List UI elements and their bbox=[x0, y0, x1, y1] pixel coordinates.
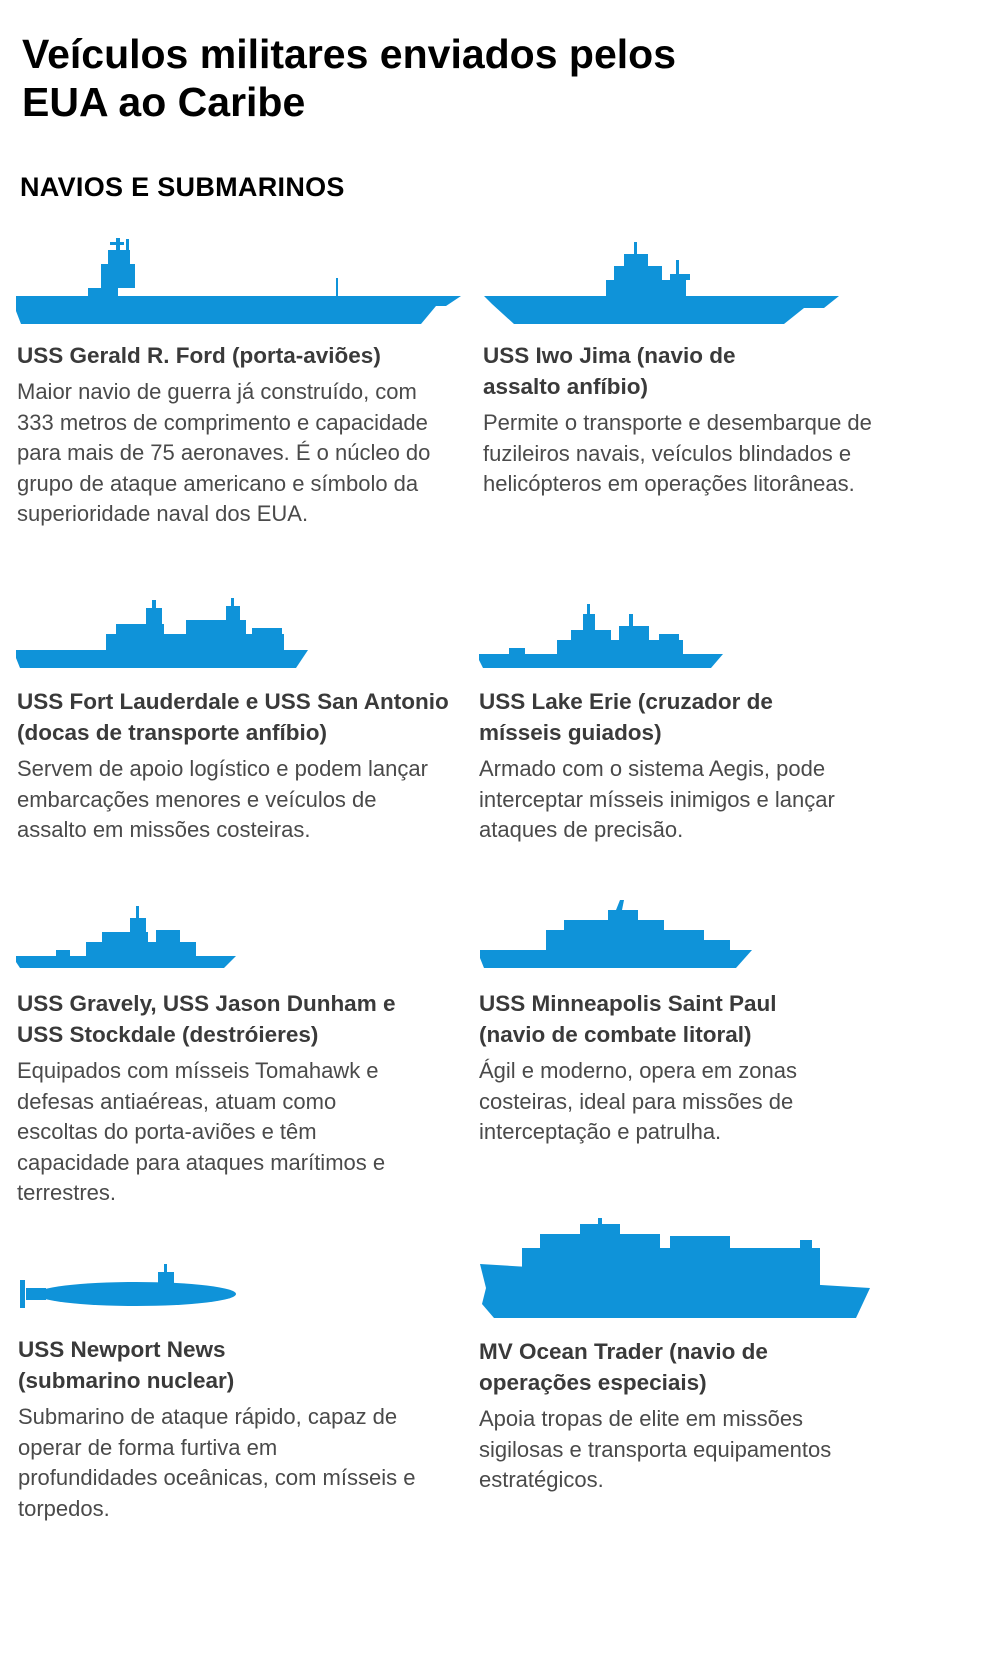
page-title: Veículos militares enviados pelos EUA ao Caribe bbox=[22, 31, 676, 125]
item-name: USS Iwo Jima (navio de assalto anfíbio) bbox=[483, 343, 736, 399]
list-item bbox=[479, 686, 919, 846]
item-description: Submarino de ataque rápido, capaz de operar de forma furtiva em profundidades oceânicas, com mísseis e torpedos. bbox=[18, 1404, 416, 1521]
transport-dock-icon bbox=[16, 598, 308, 670]
section-heading: NAVIOS E SUBMARINOS bbox=[20, 172, 345, 202]
item-description: Servem de apoio logístico e podem lançar embarcações menores e veículos de assalto em missões costeiras. bbox=[17, 756, 428, 842]
list-item bbox=[483, 340, 923, 500]
item-description: Ágil e moderno, opera em zonas costeiras, ideal para missões de interceptação e patrulha. bbox=[479, 1058, 797, 1144]
submarine-icon bbox=[18, 1258, 236, 1312]
list-item bbox=[479, 988, 919, 1148]
item-name: USS Minneapolis Saint Paul (navio de combate litoral) bbox=[479, 991, 777, 1047]
item-name: MV Ocean Trader (navio de operações especiais) bbox=[479, 1339, 768, 1395]
item-name: USS Lake Erie (cruzador de mísseis guiados) bbox=[479, 689, 773, 745]
list-item bbox=[17, 686, 477, 846]
list-item bbox=[17, 988, 477, 1209]
littoral-combat-ship-icon bbox=[480, 900, 752, 970]
list-item bbox=[18, 1334, 478, 1524]
item-name: USS Gravely, USS Jason Dunham e USS Stockdale (destróieres) bbox=[17, 991, 396, 1047]
aircraft-carrier-icon bbox=[16, 236, 466, 328]
list-item bbox=[479, 1336, 919, 1496]
item-name: USS Gerald R. Ford (porta-aviões) bbox=[17, 343, 381, 368]
special-operations-ship-icon bbox=[480, 1218, 870, 1320]
destroyer-icon bbox=[16, 906, 236, 972]
item-name: USS Newport News (submarino nuclear) bbox=[18, 1337, 235, 1393]
item-description: Permite o transporte e desembarque de fuzileiros navais, veículos blindados e helicópteros em operações litorâneas. bbox=[483, 410, 872, 496]
item-description: Apoia tropas de elite em missões sigilosas e transporta equipamentos estratégicos. bbox=[479, 1406, 832, 1492]
item-name: USS Fort Lauderdale e USS San Antonio (docas de transporte anfíbio) bbox=[17, 689, 449, 745]
cruiser-icon bbox=[479, 604, 723, 670]
item-description: Equipados com mísseis Tomahawk e defesas antiaéreas, atuam como escoltas do porta-aviões e têm capacidade para ataques marítimos e terrestres. bbox=[17, 1058, 386, 1205]
amphibious-assault-ship-icon bbox=[484, 240, 844, 328]
list-item bbox=[17, 340, 477, 530]
item-description: Armado com o sistema Aegis, pode interceptar mísseis inimigos e lançar ataques de precisão. bbox=[479, 756, 835, 842]
item-description: Maior navio de guerra já construído, com 333 metros de comprimento e capacidade para mais de 75 aeronaves. É o núcleo do grupo de ataque americano e símbolo da superioridade naval dos EUA. bbox=[17, 379, 431, 526]
